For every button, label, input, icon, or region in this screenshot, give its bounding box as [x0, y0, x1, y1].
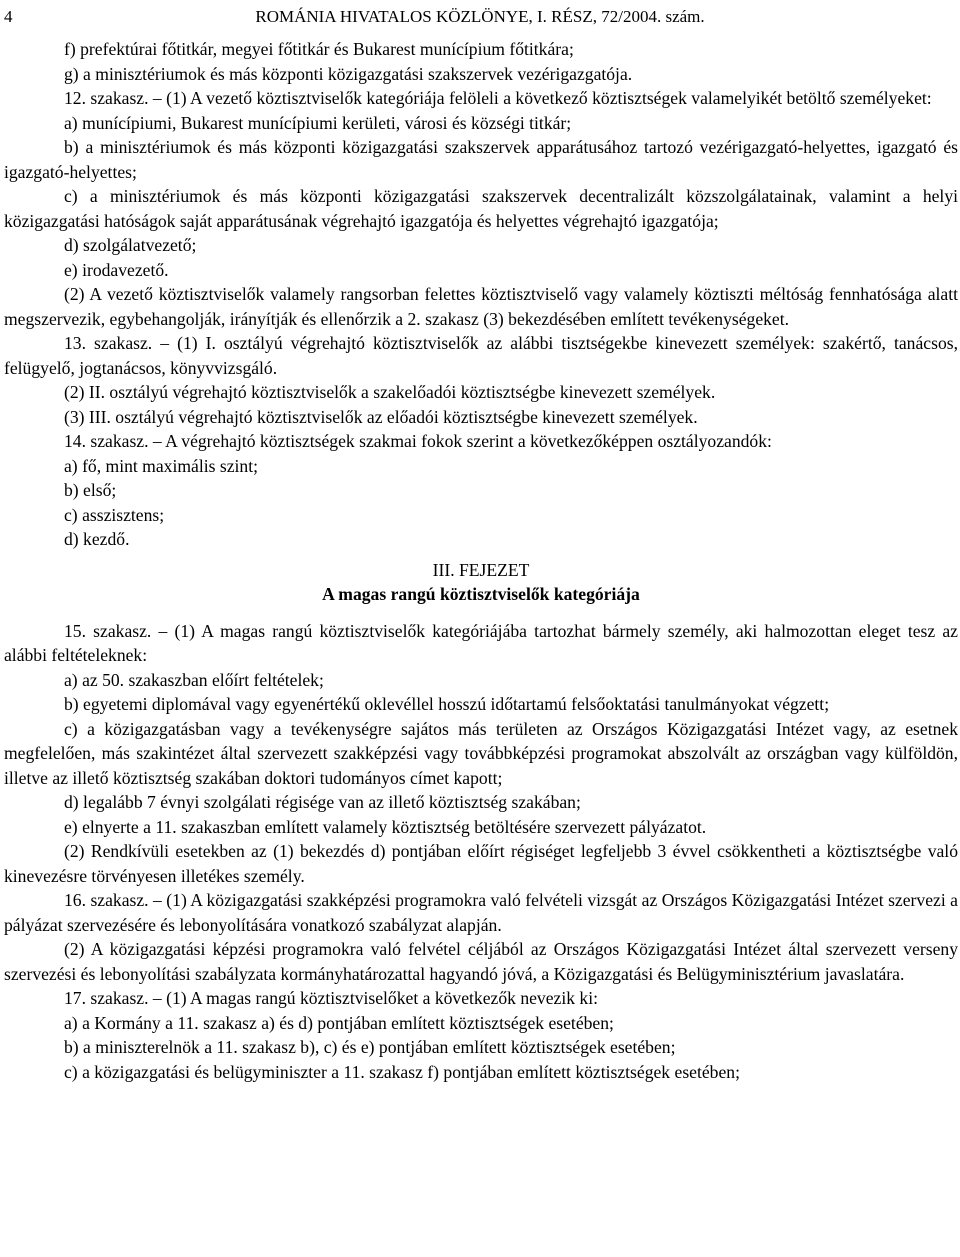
section-16-paragraph-1: 16. szakasz. – (1) A közigazgatási szakképzési programokra való felvételi vizsgát az Országos Közigazgatási Intézet szervezi a pályázat szervezésére és lebonyolítására vonatkozó szabályzat alapján. [4, 890, 958, 935]
section-14-intro: 14. szakasz. – A végrehajtó köztisztségek szakmai fokok szerint a következőképpen osztályozandók: [64, 431, 772, 451]
section-12-item-c: c) a minisztériumok és más központi közigazgatási szakszervek decentralizált közszolgálatainak, valamint a helyi közigazgatási hatóságok saját apparátusának végrehajtó igazgatója és helyettes végrehajtó igazgatója; [4, 186, 958, 231]
section-15-paragraph-1: 15. szakasz. – (1) A magas rangú köztisztviselők kategóriájába tartozhat bármely személy, aki halmozottan eleget tesz az alábbi feltételeknek: [4, 620, 958, 665]
section-15-item-a: a) az 50. szakaszban előírt feltételek; [64, 669, 324, 690]
chapter-title: A magas rangú köztisztviselők kategóriája [322, 584, 640, 604]
running-header [0, 5, 960, 29]
section-12-item-a: a) munícípiumi, Bukarest munícípiumi kerületi, városi és községi titkár; [64, 112, 572, 133]
section-13-paragraph-2: (2) II. osztályú végrehajtó köztisztviselők a szakelőadói köztisztségbe kinevezett személyek. [64, 382, 716, 402]
list-item-f: f) prefektúrai főtitkár, megyei főtitkár és Bukarest munícípium főtitkára; [64, 39, 574, 59]
document-body [4, 37, 958, 1084]
journal-title: ROMÁNIA HIVATALOS KÖZLÖNYE, I. RÉSZ, 72/2004. szám. [255, 7, 705, 26]
section-12-item-e: e) irodavezető. [64, 259, 169, 280]
section-15-item-e: e) elnyerte a 11. szakaszban említett valamely köztisztség betöltésére szervezett pályázatot. [64, 816, 707, 837]
section-15-paragraph-2: (2) Rendkívüli esetekben az (1) bekezdés d) pontjában előírt régiséget legfeljebb 3 évvel csökkentheti a köztisztségbe való kinevezésre törvényesen illetékes személy. [4, 841, 958, 886]
section-14-item-c: c) asszisztens; [64, 504, 165, 525]
section-14-item-d: d) kezdő. [64, 529, 130, 549]
section-15-item-b: b) egyetemi diplomával vagy egyenértékű oklevéllel hosszú időtartamú felsőoktatási tanulmányokat végzett; [64, 694, 830, 714]
section-13-paragraph-1: 13. szakasz. – (1) I. osztályú végrehajtó köztisztviselők az alábbi tisztségekbe kinevezett személyek: szakértő, tanácsos, felügyelő, jogtanácsos, könyvvizsgáló. [4, 333, 958, 378]
section-12-paragraph-2: (2) A vezető köztisztviselők valamely rangsorban felettes köztisztviselő vagy valamely köztiszti méltóság fennhatósága alatt megszervezik, egybehangolják, irányítják és ellenőrzik a 2. szakasz (3) bekezdésében említett tevékenységeket. [4, 284, 958, 329]
section-13-paragraph-3: (3) III. osztályú végrehajtó köztisztviselők az előadói köztisztségbe kinevezett személyek. [64, 406, 698, 427]
section-17-paragraph-1: 17. szakasz. – (1) A magas rangú köztisztviselőket a következők nevezik ki: [64, 988, 599, 1008]
section-12-item-d: d) szolgálatvezető; [64, 235, 197, 255]
section-15-item-c: c) a közigazgatásban vagy a tevékenységre sajátos más területen az Országos Közigazgatási Intézet vagy, az esetnek megfelelően, más szakintézet által szervezett szakképzési vagy továbbképzési programokat abszolvált az országban vagy külföldön, illetve az illető köztisztség szakában doktori tudományos címet kapott; [4, 718, 958, 788]
section-17-item-a: a) a Kormány a 11. szakasz a) és d) pontjában említett köztisztségek esetében; [64, 1012, 614, 1033]
section-12-item-b: b) a minisztériumok és más központi közigazgatási szakszervek apparátusához tartozó vezérigazgató-helyettes, igazgató és igazgató-helyettes; [4, 137, 958, 182]
list-item-g: g) a minisztériumok és más központi közigazgatási szakszervek vezérigazgatója. [64, 63, 633, 84]
section-17-item-c: c) a közigazgatási és belügyminiszter a 11. szakasz f) pontjában említett köztisztségek esetében; [64, 1061, 740, 1082]
chapter-number: III. FEJEZET [432, 559, 530, 580]
section-15-item-d: d) legalább 7 évnyi szolgálati régisége van az illető köztisztség szakában; [64, 792, 581, 812]
page-number: 4 [4, 7, 13, 26]
section-14-item-a: a) fő, mint maximális szint; [64, 455, 258, 476]
section-17-item-b: b) a miniszterelnök a 11. szakasz b), c) és e) pontjában említett köztisztségek esetében; [64, 1037, 676, 1057]
section-16-paragraph-2: (2) A közigazgatási képzési programokra való felvétel céljából az Országos Közigazgatási Intézet által szervezett verseny szervezési és lebonyolítási szabályzata kormányhatározattal hagyandó jóvá, a Közigazgatási és Belügyminisztérium javaslatára. [4, 939, 958, 984]
section-12-paragraph-1: 12. szakasz. – (1) A vezető köztisztviselők kategóriája felöleli a következő köztisztségek valamelyikét betöltő személyeket: [64, 88, 932, 108]
section-14-item-b: b) első; [64, 480, 117, 500]
